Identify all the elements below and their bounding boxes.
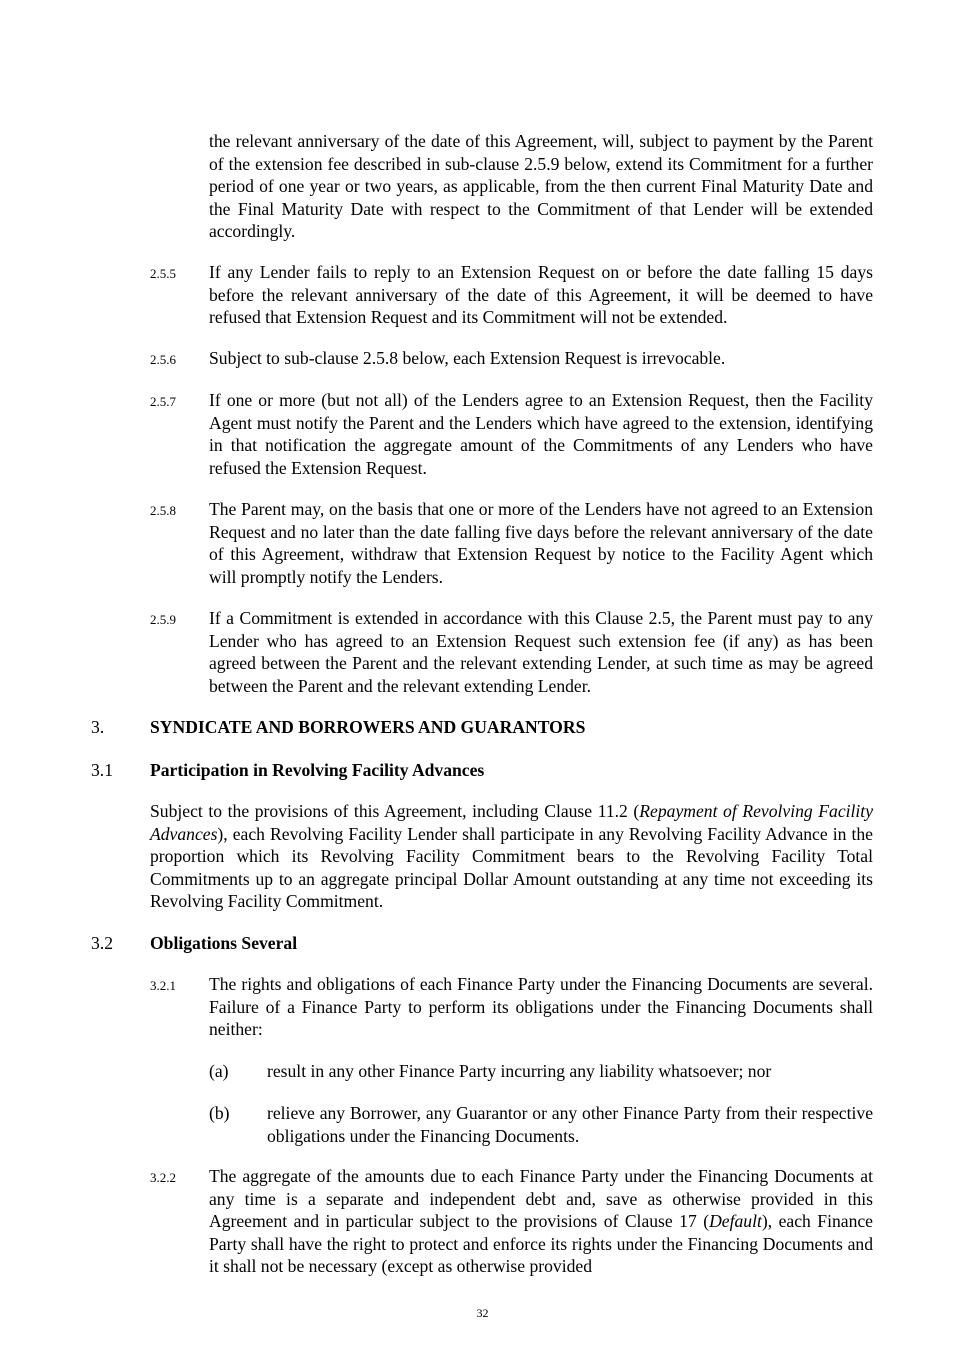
text-run: ), each Revolving Facility Lender shall participate in any Revolving Facility Advance in the proportion which its Revolving Facility Commitment bears to the Revolving Facility Total Commitments up to an aggregate principal Dollar Amount outstanding at any time not exceeding its Revolving Facility Commitment. bbox=[150, 823, 873, 912]
text-run: ), each Finance Party shall have the right to protect and enforce its rights under the Financing Documents and it shall not be necessary (except as otherwise provided bbox=[209, 1211, 873, 1277]
clause-number: 2.5.5 bbox=[150, 266, 176, 281]
text-run: Subject to the provisions of this Agreement, including Clause 11.2 ( bbox=[150, 801, 640, 821]
clause-text: The Parent may, on the basis that one or more of the Lenders have not agreed to an Extension Request and no later than the date falling five days before the relevant anniversary of the date of this Agreement, withdraw that Extension Request by notice to the Facility Agent which will promptly notify the Lenders. bbox=[209, 499, 873, 587]
clause-number: 2.5.9 bbox=[150, 612, 176, 627]
clause-text: Subject to sub-clause 2.5.8 below, each Extension Request is irrevocable. bbox=[209, 348, 726, 368]
clause-text: The rights and obligations of each Finance Party under the Financing Documents are several. Failure of a Finance Party to perform its obligations under the Financing Documents shall neither: bbox=[209, 974, 873, 1040]
clause-number: 2.5.7 bbox=[150, 394, 176, 409]
clause-number: 2.5.8 bbox=[150, 503, 176, 518]
list-label: (a) bbox=[209, 1061, 229, 1081]
italic-reference: Default bbox=[709, 1211, 762, 1232]
clause-number: 3.2.1 bbox=[150, 978, 176, 993]
section-heading: SYNDICATE AND BORROWERS AND GUARANTORS bbox=[150, 717, 586, 737]
page-number: 32 bbox=[476, 1306, 489, 1320]
italic-reference: Repayment of Revolving Facility Advances bbox=[150, 801, 874, 844]
clause-number: 3.2.2 bbox=[150, 1170, 176, 1185]
clause-text: If any Lender fails to reply to an Extension Request on or before the date falling 15 days before the relevant anniversary of the date of this Agreement, it will be deemed to have refused that Extension Request and its Commitment will not be extended. bbox=[209, 262, 873, 328]
clause-text: If one or more (but not all) of the Lenders agree to an Extension Request, then the Facility Agent must notify the Parent and the Lenders which have agreed to the extension, identifying in that notification the aggregate amount of the Commitments of any Lenders who have refused the Extension Request. bbox=[209, 390, 873, 478]
text-run: The aggregate of the amounts due to each Finance Party under the Financing Documents at any time is a separate and independent debt and, save as otherwise provided in this Agreement and in particular subject to the provisions of Clause 17 ( bbox=[209, 1166, 873, 1232]
list-item-text: result in any other Finance Party incurring any liability whatsoever; nor bbox=[267, 1061, 772, 1081]
subsection-paragraph bbox=[150, 800, 873, 913]
section-number: 3. bbox=[91, 717, 105, 737]
clause-continuation: the relevant anniversary of the date of this Agreement, will, subject to payment by the Parent of the extension fee described in sub-clause 2.5.9 below, extend its Commitment for a further period of one year or two years, as applicable, from the then current Final Maturity Date and the Final Maturity Date with respect to the Commitment of that Lender will be extended accordingly. bbox=[209, 131, 873, 242]
subsection-heading: Participation in Revolving Facility Advances bbox=[150, 760, 485, 780]
clause-text bbox=[209, 1165, 873, 1278]
clause-number: 2.5.6 bbox=[150, 352, 176, 367]
list-label: (b) bbox=[209, 1103, 230, 1123]
clause-text: If a Commitment is extended in accordance with this Clause 2.5, the Parent must pay to any Lender who has agreed to an Extension Request such extension fee (if any) as has been agreed between the Parent and the relevant extending Lender, at such time as may be agreed between the Parent and the relevant extending Lender. bbox=[209, 608, 873, 696]
list-item-text: relieve any Borrower, any Guarantor or any other Finance Party from their respective obligations under the Financing Documents. bbox=[267, 1103, 873, 1146]
subsection-heading: Obligations Several bbox=[150, 933, 298, 953]
subsection-number: 3.1 bbox=[91, 760, 113, 780]
subsection-number: 3.2 bbox=[91, 933, 113, 953]
